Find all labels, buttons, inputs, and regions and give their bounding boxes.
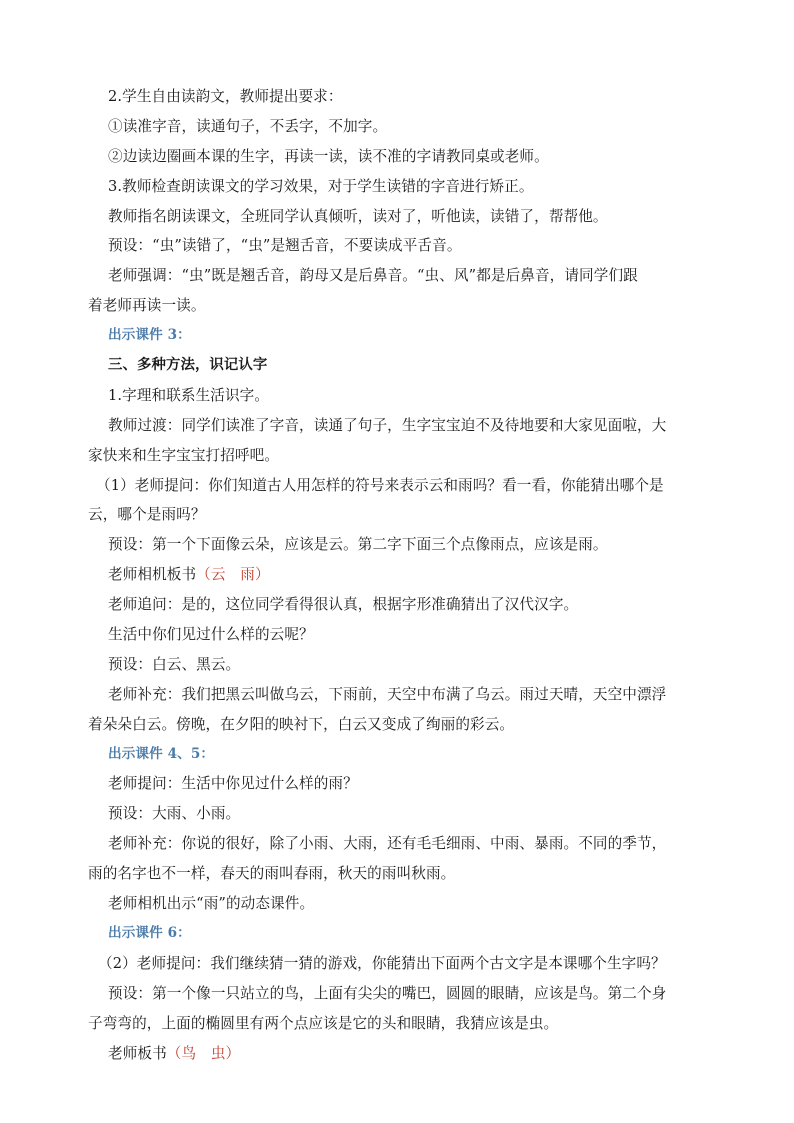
text-line: 老师追问：是的，这位同学看得很认真，根据字形准确猜出了汉代汉字。: [108, 596, 579, 614]
text-line: 雨的名字也不一样，春天的雨叫春雨，秋天的雨叫秋雨。: [88, 865, 456, 883]
slide-note: 出示课件 3：: [108, 327, 191, 344]
text-line: 预设：白云、黑云。: [108, 655, 241, 673]
slide-note: 出示课件 6：: [108, 924, 191, 941]
section-heading: 三、多种方法，识记认字: [108, 357, 268, 374]
text-line: 老师补充：你说的很好，除了小雨、大雨，还有毛毛细雨、中雨、暴雨。不同的季节，: [108, 835, 667, 853]
board-writing-chars: （云 雨）: [196, 566, 270, 584]
text-line: 预设：大雨、小雨。: [108, 805, 241, 823]
text-line: 预设：第一个下面像云朵，应该是云。第二字下面三个点像雨点，应该是雨。: [108, 536, 608, 554]
text-line: ①读准字音，读通句子，不丢字，不加字。: [108, 117, 388, 135]
text-line: 着朵朵白云。傍晚，在夕阳的映衬下，白云又变成了绚丽的彩云。: [88, 715, 515, 733]
text-line: ②边读边圈画本课的生字，再读一读，读不准的字请教同桌或老师。: [108, 147, 549, 165]
document-body: [88, 82, 728, 1068]
text-line: 3.教师检查朗读课文的学习效果，对于学生读错的字音进行矫正。: [108, 177, 534, 195]
text-line: 1.字理和联系生活识字。: [108, 386, 270, 404]
text-line: 着老师再读一读。: [88, 297, 206, 315]
text-line: 子弯弯的，上面的椭圆里有两个点应该是它的头和眼睛，我猜应该是虫。: [88, 1014, 559, 1032]
board-writing-line: [108, 1039, 728, 1069]
text-line: 教师指名朗读课文，全班同学认真倾听，读对了，听他读，读错了，帮帮他。: [108, 207, 608, 225]
text-line: 教师过渡：同学们读准了字音，读通了句子，生字宝宝迫不及待地要和大家见面啦，大: [108, 416, 667, 434]
text-line: 老师相机出示“雨”的动态课件。: [108, 895, 315, 913]
text-line: 家快来和生字宝宝打招呼吧。: [88, 446, 280, 464]
text-line: 老师强调：“虫”既是翘舌音，韵母又是后鼻音。“虫、风”都是后鼻音，请同学们跟: [108, 267, 638, 285]
text-line: 老师补充：我们把黑云叫做乌云，下雨前，天空中布满了乌云。雨过天晴，天空中漂浮: [108, 685, 667, 703]
board-writing-line: [108, 560, 728, 590]
slide-note: 出示课件 4、5：: [108, 745, 215, 762]
board-writing-label: 老师相机板书: [108, 566, 197, 584]
text-line: 2.学生自由读韵文，教师提出要求：: [108, 88, 343, 105]
board-writing-chars: （鸟 虫）: [166, 1044, 241, 1062]
text-line: （2）老师提问：我们继续猜一猜的游戏，你能猜出下面两个古文字是本课哪个生字吗？: [98, 954, 666, 972]
board-writing-label: 老师板书: [108, 1044, 167, 1062]
text-line: 生活中你们见过什么样的云呢？: [108, 626, 314, 644]
text-line: 预设：“虫”读错了，“虫”是翘舌音，不要读成平舌音。: [108, 237, 462, 255]
text-line: （1）老师提问：你们知道古人用怎样的符号来表示云和雨吗？看一看，你能猜出哪个是: [96, 476, 664, 494]
text-line: 云，哪个是雨吗？: [88, 506, 206, 524]
text-line: 老师提问：生活中你见过什么样的雨？: [108, 775, 358, 793]
text-line: 预设：第一个像一只站立的鸟，上面有尖尖的嘴巴，圆圆的眼睛，应该是鸟。第二个身: [108, 984, 667, 1002]
